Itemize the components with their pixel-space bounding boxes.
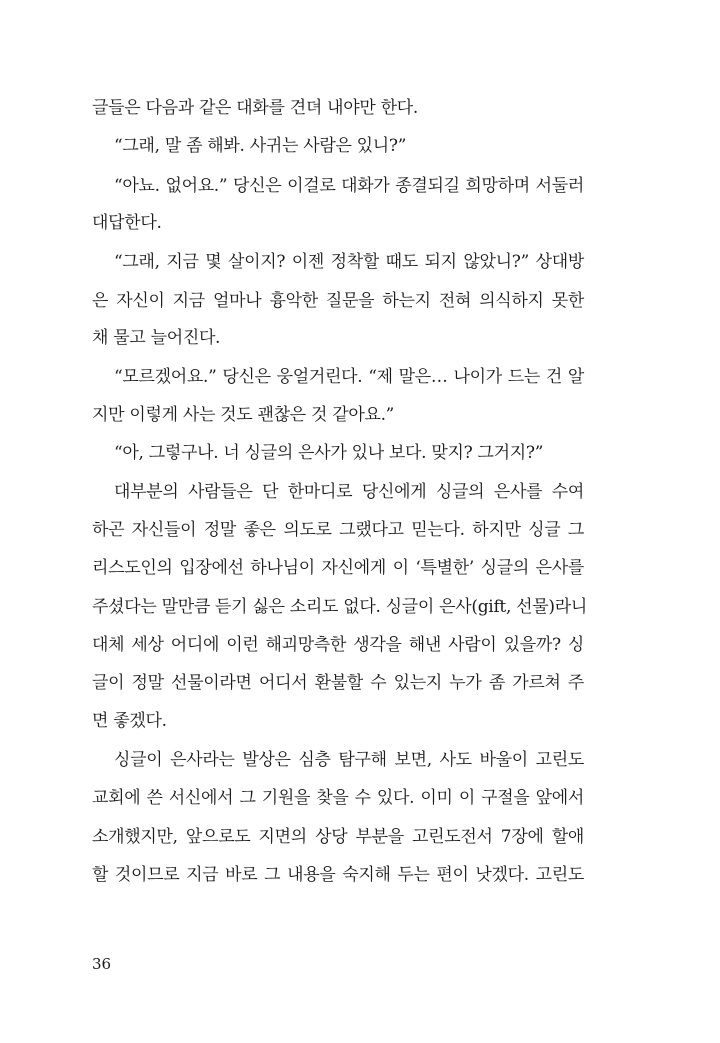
- dialogue-line: “모르겠어요.” 당신은 웅얼거린다. “제 말은… 나이가 드는 건 알: [114, 367, 584, 387]
- text-line: 할 것이므로 지금 바로 그 내용을 숙지해 두는 편이 낫겠다. 고린도: [92, 865, 584, 885]
- text-line: 은 자신이 지금 얼마나 흉악한 질문을 하는지 전혀 의식하지 못한: [92, 291, 584, 311]
- text-line: 채 물고 늘어진다.: [92, 328, 221, 348]
- paragraph-line: 대부분의 사람들은 단 한마디로 당신에게 싱글의 은사를 수여: [114, 482, 584, 502]
- dialogue-line: “그래, 말 좀 해봐. 사귀는 사람은 있니?”: [114, 136, 407, 156]
- text-line: 면 좋겠다.: [92, 711, 167, 731]
- dialogue-line: “그래, 지금 몇 살이지? 이젠 정착할 때도 되지 않았니?” 상대방: [114, 252, 584, 272]
- paragraph-line: 싱글이 은사라는 발상은 심층 탐구해 보면, 사도 바울이 고린도: [114, 750, 584, 770]
- text-line: 글이 정말 선물이라면 어디서 환불할 수 있는지 누가 좀 가르쳐 주: [92, 673, 584, 693]
- dialogue-line: “아, 그렇구나. 너 싱글의 은사가 있나 보다. 맞지? 그거지?”: [114, 443, 544, 463]
- dialogue-line: “아뇨. 없어요.” 당신은 이걸로 대화가 종결되길 희망하며 서둘러: [114, 176, 584, 196]
- text-line: 주셨다는 말만큼 듣기 싫은 소리도 없다. 싱글이 은사(gift, 선물)라니: [92, 597, 587, 617]
- page-number: 36: [92, 955, 112, 973]
- text-line: 대답한다.: [92, 213, 162, 233]
- text-line: 리스도인의 입장에선 하나님이 자신에게 이 ‘특별한’ 싱글의 은사를: [92, 558, 584, 578]
- text-line: 하곤 자신들이 정말 좋은 의도로 그랬다고 믿는다. 하지만 싱글 그: [92, 520, 584, 540]
- text-line: 대체 세상 어디에 이런 해괴망측한 생각을 해낸 사람이 있을까? 싱: [92, 635, 584, 655]
- text-line: 글들은 다음과 같은 대화를 견뎌 내야만 한다.: [92, 98, 418, 118]
- text-line: 소개했지만, 앞으로도 지면의 상당 부분을 고린도전서 7장에 할애: [92, 827, 584, 847]
- text-line: 교회에 쓴 서신에서 그 기원을 찾을 수 있다. 이미 이 구절을 앞에서: [92, 788, 584, 808]
- text-line: 지만 이렇게 사는 것도 괜찮은 것 같아요.”: [92, 405, 395, 425]
